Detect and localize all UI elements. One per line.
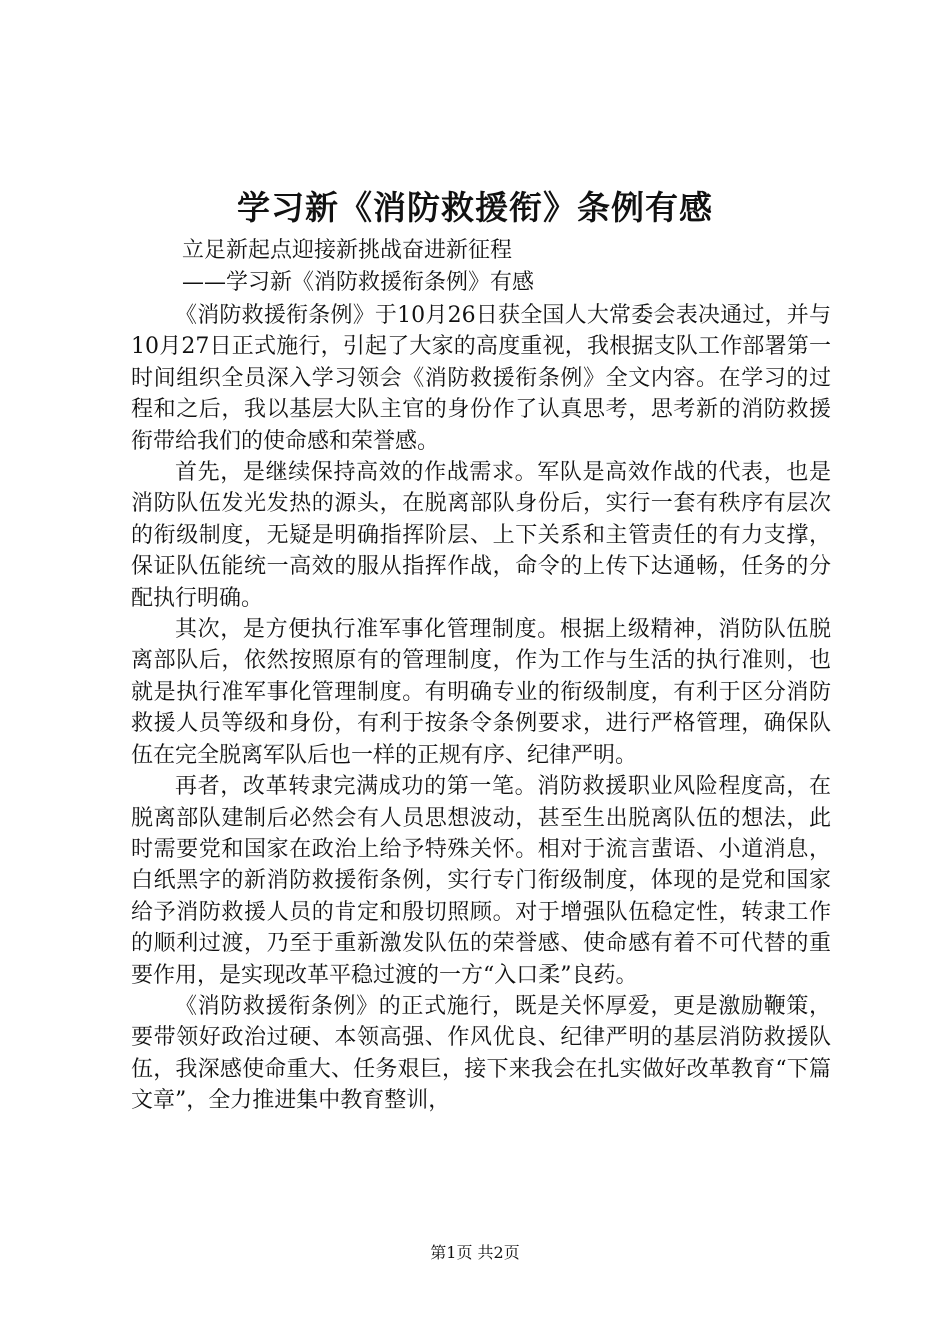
- paragraph-intro: 《消防救援衔条例》于10月26日获全国人大常委会表决通过，并与10月27日正式施行，引起了大家的高度重视，我根据支队工作部署第一时间组织全员深入学习领会《消防救援衔条例》全文内容。在学习的过程和之后，我以基层大队主官的身份作了认真思考，思考新的消防救援衔带给我们的使命感和荣誉感。: [131, 303, 831, 454]
- paragraph-third: 再者，改革转隶完满成功的第一笔。消防救援职业风险程度高，在脱离部队建制后必然会有人员思想波动，甚至生出脱离队伍的想法，此时需要党和国家在政治上给予特殊关怀。相对于流言蜚语、小道消息，白纸黑字的新消防救援衔条例，实行专门衔级制度，体现的是党和国家给予消防救援人员的肯定和殷切照顾。对于增强队伍稳定性，转隶工作的顺利过渡，乃至于重新激发队伍的荣誉感、使命感有着不可代替的重要作用，是实现改革平稳过渡的一方“入口柔”良药。: [131, 774, 831, 988]
- document-body: [131, 300, 831, 1117]
- paragraph-second: 其次，是方便执行准军事化管理制度。根据上级精神，消防队伍脱离部队后，依然按照原有的管理制度，作为工作与生活的执行准则，也就是执行准军事化管理制度。有明确专业的衔级制度，有利于区分消防救援人员等级和身份，有利于按条令条例要求，进行严格管理，确保队伍在完全脱离军队后也一样的正规有序、纪律严明。: [131, 617, 831, 768]
- document-subtitle-dash: ——学习新《消防救援衔条例》有感: [182, 270, 535, 295]
- document-subtitle: 立足新起点迎接新挑战奋进新征程: [182, 238, 513, 263]
- page-number-footer: 第1页 共2页: [430, 1243, 520, 1262]
- paragraph-first: 首先，是继续保持高效的作战需求。军队是高效作战的代表，也是消防队伍发光发热的源头，在脱离部队身份后，实行一套有秩序有层次的衔级制度，无疑是明确指挥阶层、上下关系和主管责任的有力支撑，保证队伍能统一高效的服从指挥作战，命令的上传下达通畅，任务的分配执行明确。: [131, 460, 831, 611]
- paragraph-closing: 《消防救援衔条例》的正式施行，既是关怀厚爱，更是激励鞭策，要带领好政治过硬、本领高强、作风优良、纪律严明的基层消防救援队伍，我深感使命重大、任务艰巨，接下来我会在扎实做好改革教育“下篇文章”，全力推进集中教育整训，: [131, 993, 831, 1114]
- document-title: 学习新《消防救援衔》条例有感: [237, 188, 713, 227]
